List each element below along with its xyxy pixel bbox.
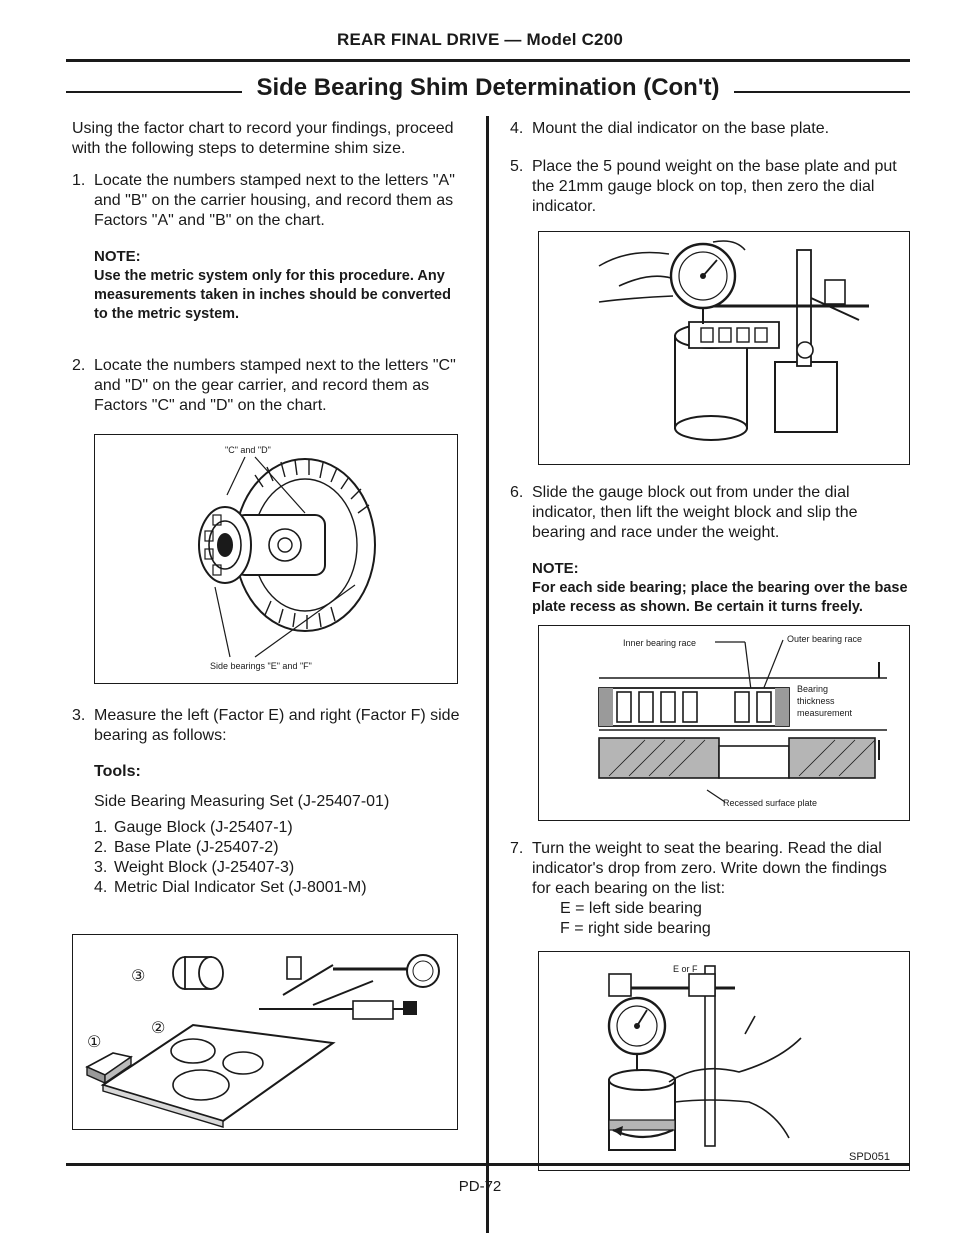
- column-divider: [486, 116, 489, 1233]
- step-text: Turn the weight to seat the bearing. Read the dial indicator's drop from zero. Write down the findings for each bearing on the list:: [532, 840, 887, 897]
- tools-list-item: 3. Weight Block (J-25407-3): [94, 859, 295, 876]
- callout-1: ①: [87, 1032, 102, 1051]
- figure-code: SPD051: [849, 1151, 890, 1163]
- bearing-placement-illustration: [539, 626, 909, 820]
- step-text: Locate the numbers stamped next to the letters "C" and "D" on the gear carrier, and record them as Factors "C" and "D" on the chart.: [94, 357, 456, 414]
- tools-list-item: 1. Gauge Block (J-25407-1): [94, 819, 293, 836]
- figure-bearing-placement: [538, 625, 910, 821]
- fig1-bottom-label: Side bearings "E" and "F": [210, 661, 312, 671]
- right-column: [510, 119, 910, 1171]
- figure-measuring-set: [72, 934, 458, 1130]
- tools-set-name: Side Bearing Measuring Set (J-25407-01): [94, 793, 390, 810]
- bearing-label-3: measurement: [797, 708, 853, 718]
- step-7: [510, 839, 910, 899]
- tools-list-item: 2. Base Plate (J-25407-2): [94, 839, 279, 856]
- tools-heading: Tools:: [94, 763, 141, 780]
- bottom-rule: [66, 1163, 910, 1166]
- callout-3: ③: [131, 966, 146, 985]
- page-number: PD-72: [458, 1178, 502, 1195]
- intro-paragraph: Using the factor chart to record your findings, proceed with the following steps to determine shim size.: [72, 120, 454, 157]
- step-number: 1.: [72, 172, 86, 189]
- factor-f-definition: F = right side bearing: [560, 920, 711, 937]
- fig5-label: E or F: [673, 964, 698, 974]
- plate-label: Recessed surface plate: [723, 798, 818, 808]
- step-text: Locate the numbers stamped next to the letters "A" and "B" on the carrier housing, and record them as Factors "A" and "B" on the chart.: [94, 172, 455, 229]
- step-6: [510, 483, 910, 543]
- outer-race-label: Outer bearing race: [787, 634, 863, 644]
- tools-block: [72, 762, 464, 898]
- step-text: Slide the gauge block out from under the dial indicator, then lift the weight block and slip the bearing and race under the weight.: [532, 484, 858, 541]
- bearing-label-2: thickness: [797, 696, 835, 706]
- figure-zero-dial: [538, 231, 910, 465]
- step-text: Mount the dial indicator on the base plate.: [532, 120, 830, 137]
- tools-list: [94, 818, 464, 898]
- note-heading: NOTE:: [532, 560, 579, 577]
- bearing-label-1: Bearing: [797, 684, 829, 694]
- figure-differential-carrier: [94, 434, 458, 684]
- step-number: 3.: [72, 707, 86, 724]
- step-number: 6.: [510, 484, 524, 501]
- left-column: [72, 119, 464, 1130]
- callout-2: ②: [151, 1018, 166, 1037]
- factor-definitions: [510, 899, 910, 939]
- figure-bearing-measure: [538, 951, 910, 1171]
- step-1: [72, 171, 464, 231]
- note-body: For each side bearing; place the bearing over the base plate recess as shown. Be certain it turns freely.: [532, 580, 908, 615]
- section-title-bar: [66, 74, 910, 108]
- measuring-set-illustration: [73, 935, 457, 1129]
- step-number: 4.: [510, 120, 524, 137]
- step-number: 5.: [510, 158, 524, 175]
- header-rule: [66, 59, 910, 62]
- fig1-top-label: "C" and "D": [225, 445, 271, 455]
- carrier-illustration: [95, 435, 457, 683]
- note-heading: NOTE:: [94, 248, 141, 265]
- inner-race-label: Inner bearing race: [623, 638, 697, 648]
- factor-e-definition: E = left side bearing: [560, 900, 702, 917]
- step-2: [72, 356, 464, 416]
- step-text: Place the 5 pound weight on the base plate and put the 21mm gauge block on top, then zero the dial indicator.: [532, 158, 897, 215]
- zero-dial-illustration: [539, 232, 909, 464]
- step-text: Measure the left (Factor E) and right (Factor F) side bearing as follows:: [94, 707, 460, 744]
- step-5: [510, 157, 910, 217]
- step-number: 7.: [510, 840, 524, 857]
- bearing-measure-illustration: [539, 952, 909, 1170]
- tools-list-item: 4. Metric Dial Indicator Set (J-8001-M): [94, 879, 367, 896]
- step-4: [510, 119, 910, 139]
- note-body: Use the metric system only for this procedure. Any measurements taken in inches should be converted to the metric system.: [94, 268, 451, 322]
- step-number: 2.: [72, 357, 86, 374]
- step-3: [72, 706, 464, 746]
- note-1: [72, 247, 464, 324]
- page-header: REAR FINAL DRIVE — Model C200: [336, 30, 624, 49]
- section-title: Side Bearing Shim Determination (Con't): [242, 74, 733, 101]
- note-2: [510, 559, 910, 617]
